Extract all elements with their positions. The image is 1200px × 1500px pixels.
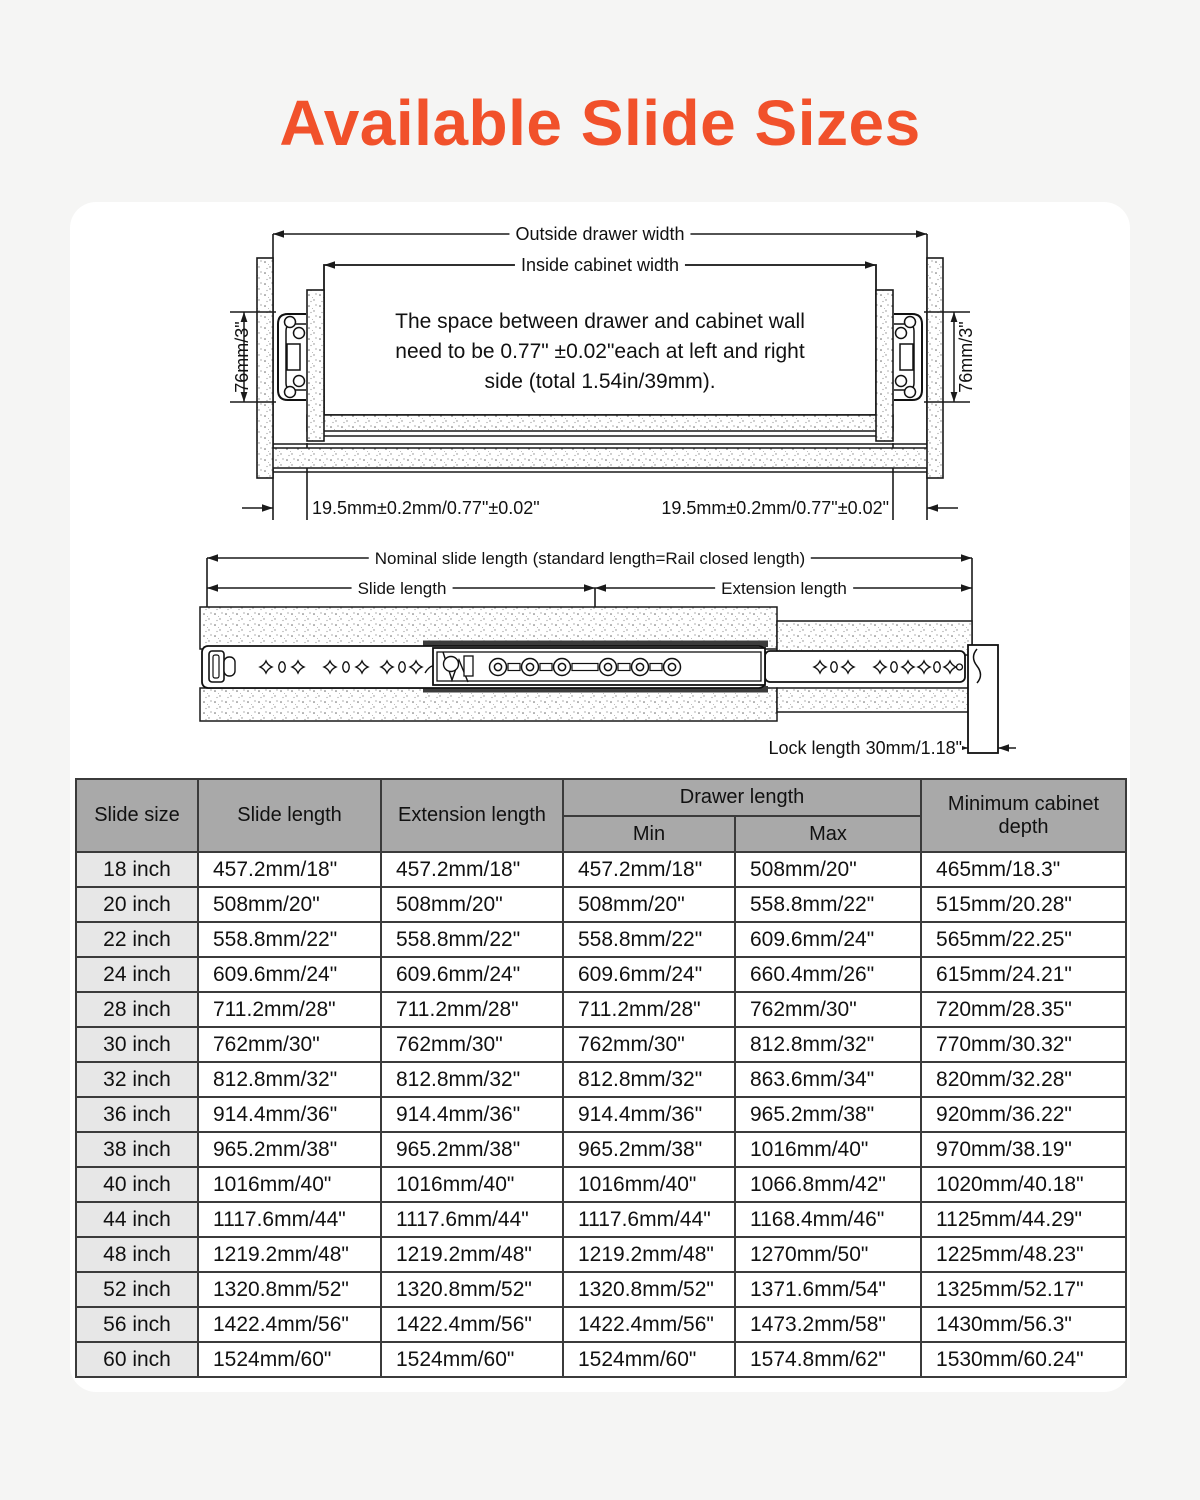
drawer-board-top bbox=[777, 621, 972, 655]
table-row bbox=[76, 1097, 1126, 1132]
side-gap-dimension-right bbox=[927, 504, 958, 512]
table-cell: 965.2mm/38" bbox=[381, 1132, 563, 1167]
table-cell: 609.6mm/24" bbox=[735, 922, 921, 957]
table-cell: 711.2mm/28" bbox=[198, 992, 381, 1027]
table-cell: 457.2mm/18" bbox=[563, 852, 735, 887]
nominal-length-label: Nominal slide length (standard length=Rail closed length) bbox=[369, 549, 811, 569]
table-cell: 1219.2mm/48" bbox=[563, 1237, 735, 1272]
drawer-board-bottom bbox=[777, 688, 972, 712]
table-row bbox=[76, 1202, 1126, 1237]
spacing-note: The space between drawer and cabinet wall need to be 0.77" ±0.02"each at left and right side (total 1.54in/39mm). bbox=[395, 310, 805, 393]
table-row bbox=[76, 1132, 1126, 1167]
table-cell: 970mm/38.19" bbox=[921, 1132, 1126, 1167]
table-cell: 457.2mm/18" bbox=[381, 852, 563, 887]
table-row bbox=[76, 887, 1126, 922]
table-cell: 1524mm/60" bbox=[198, 1342, 381, 1377]
table-header bbox=[76, 779, 1126, 852]
table-cell: 762mm/30" bbox=[198, 1027, 381, 1062]
row-label: 24 inch bbox=[76, 957, 198, 992]
table-cell: 1530mm/60.24" bbox=[921, 1342, 1126, 1377]
table-cell: 1219.2mm/48" bbox=[381, 1237, 563, 1272]
row-label: 44 inch bbox=[76, 1202, 198, 1237]
outside-drawer-width-label: Outside drawer width bbox=[509, 224, 690, 244]
table-cell: 920mm/36.22" bbox=[921, 1097, 1126, 1132]
table-cell: 1524mm/60" bbox=[381, 1342, 563, 1377]
table-cell: 863.6mm/34" bbox=[735, 1062, 921, 1097]
table-cell: 762mm/30" bbox=[735, 992, 921, 1027]
table-cell: 1320.8mm/52" bbox=[198, 1272, 381, 1307]
lock-length-label: Lock length 30mm/1.18" bbox=[765, 738, 963, 758]
side-gap-label-left: 19.5mm±0.2mm/0.77"±0.02" bbox=[312, 498, 540, 518]
table-cell: 457.2mm/18" bbox=[198, 852, 381, 887]
table-cell: 1320.8mm/52" bbox=[563, 1272, 735, 1307]
cabinet-wall-left bbox=[257, 258, 273, 478]
table-cell: 914.4mm/36" bbox=[563, 1097, 735, 1132]
row-label: 18 inch bbox=[76, 852, 198, 887]
table-cell: 609.6mm/24" bbox=[198, 957, 381, 992]
row-label: 22 inch bbox=[76, 922, 198, 957]
slide-height-label-left: 76mm/3" bbox=[232, 321, 252, 393]
table-cell: 1422.4mm/56" bbox=[563, 1307, 735, 1342]
col-header-drawer-length: Drawer length bbox=[563, 779, 921, 816]
table-cell: 508mm/20" bbox=[735, 852, 921, 887]
col-header-extension-length: Extension length bbox=[381, 779, 563, 852]
table-cell: 1016mm/40" bbox=[381, 1167, 563, 1202]
table-row bbox=[76, 1167, 1126, 1202]
table-cell: 1066.8mm/42" bbox=[735, 1167, 921, 1202]
row-label: 30 inch bbox=[76, 1027, 198, 1062]
table-cell: 1168.4mm/46" bbox=[735, 1202, 921, 1237]
table-body bbox=[76, 852, 1126, 1377]
table-cell: 812.8mm/32" bbox=[735, 1027, 921, 1062]
drawer-front bbox=[968, 645, 998, 753]
table-cell: 1016mm/40" bbox=[735, 1132, 921, 1167]
table-row bbox=[76, 1342, 1126, 1377]
col-header-min: Min bbox=[563, 816, 735, 852]
slide-length-label: Slide length bbox=[352, 579, 453, 599]
inside-cabinet-width-label: Inside cabinet width bbox=[515, 255, 685, 275]
side-gap-dimension-left bbox=[242, 504, 273, 512]
table-cell: 1422.4mm/56" bbox=[381, 1307, 563, 1342]
table-cell: 1117.6mm/44" bbox=[381, 1202, 563, 1237]
table-cell: 609.6mm/24" bbox=[381, 957, 563, 992]
table-cell: 711.2mm/28" bbox=[563, 992, 735, 1027]
table-cell: 1117.6mm/44" bbox=[198, 1202, 381, 1237]
table-cell: 762mm/30" bbox=[381, 1027, 563, 1062]
table-cell: 820mm/32.28" bbox=[921, 1062, 1126, 1097]
table-row bbox=[76, 1237, 1126, 1272]
table-cell: 1422.4mm/56" bbox=[198, 1307, 381, 1342]
drawer-wall-left bbox=[307, 290, 324, 441]
table-cell: 508mm/20" bbox=[198, 887, 381, 922]
row-label: 56 inch bbox=[76, 1307, 198, 1342]
table-cell: 1325mm/52.17" bbox=[921, 1272, 1126, 1307]
cabinet-bottom-panel bbox=[257, 444, 943, 472]
table-cell: 711.2mm/28" bbox=[381, 992, 563, 1027]
table-cell: 508mm/20" bbox=[563, 887, 735, 922]
table-cell: 1320.8mm/52" bbox=[381, 1272, 563, 1307]
table-cell: 1225mm/48.23" bbox=[921, 1237, 1126, 1272]
table-cell: 1574.8mm/62" bbox=[735, 1342, 921, 1377]
table-cell: 465mm/18.3" bbox=[921, 852, 1126, 887]
table-row bbox=[76, 1307, 1126, 1342]
table-cell: 1524mm/60" bbox=[563, 1342, 735, 1377]
table-row bbox=[76, 922, 1126, 957]
row-label: 48 inch bbox=[76, 1237, 198, 1272]
table-cell: 508mm/20" bbox=[381, 887, 563, 922]
table-cell: 812.8mm/32" bbox=[563, 1062, 735, 1097]
table-cell: 965.2mm/38" bbox=[563, 1132, 735, 1167]
row-label: 28 inch bbox=[76, 992, 198, 1027]
table-cell: 1473.2mm/58" bbox=[735, 1307, 921, 1342]
row-label: 38 inch bbox=[76, 1132, 198, 1167]
drawer-bottom-panel bbox=[307, 415, 893, 436]
table-cell: 1219.2mm/48" bbox=[198, 1237, 381, 1272]
table-cell: 558.8mm/22" bbox=[563, 922, 735, 957]
table-row bbox=[76, 852, 1126, 887]
table-row bbox=[76, 992, 1126, 1027]
inner-rail bbox=[765, 651, 965, 682]
table-row bbox=[76, 1027, 1126, 1062]
extension-length-label: Extension length bbox=[715, 579, 853, 599]
table-row bbox=[76, 957, 1126, 992]
table-cell: 914.4mm/36" bbox=[381, 1097, 563, 1132]
slide-length-drawing bbox=[180, 545, 1025, 763]
cabinet-wall-right bbox=[927, 258, 943, 478]
table-row bbox=[76, 1062, 1126, 1097]
table-cell: 660.4mm/26" bbox=[735, 957, 921, 992]
col-header-cabinet-depth: Minimum cabinet depth bbox=[921, 779, 1126, 852]
col-header-slide-size: Slide size bbox=[76, 779, 198, 852]
slide-height-label-right: 76mm/3" bbox=[956, 321, 976, 393]
row-label: 60 inch bbox=[76, 1342, 198, 1377]
row-label: 36 inch bbox=[76, 1097, 198, 1132]
table-cell: 914.4mm/36" bbox=[198, 1097, 381, 1132]
table-cell: 1430mm/56.3" bbox=[921, 1307, 1126, 1342]
table-cell: 1125mm/44.29" bbox=[921, 1202, 1126, 1237]
col-header-slide-length: Slide length bbox=[198, 779, 381, 852]
table-cell: 558.8mm/22" bbox=[381, 922, 563, 957]
col-header-max: Max bbox=[735, 816, 921, 852]
cross-section-diagram bbox=[230, 215, 976, 527]
table-cell: 1270mm/50" bbox=[735, 1237, 921, 1272]
table-cell: 558.8mm/22" bbox=[198, 922, 381, 957]
table-cell: 565mm/22.25" bbox=[921, 922, 1126, 957]
table-cell: 770mm/30.32" bbox=[921, 1027, 1126, 1062]
table-cell: 515mm/20.28" bbox=[921, 887, 1126, 922]
page-title: Available Slide Sizes bbox=[279, 87, 921, 159]
table-cell: 609.6mm/24" bbox=[563, 957, 735, 992]
cabinet-board-bottom bbox=[200, 688, 777, 721]
table-cell: 720mm/28.35" bbox=[921, 992, 1126, 1027]
ball-carriage bbox=[433, 648, 765, 685]
table-cell: 615mm/24.21" bbox=[921, 957, 1126, 992]
slide-profile-left bbox=[278, 314, 306, 400]
table-cell: 1117.6mm/44" bbox=[563, 1202, 735, 1237]
row-label: 20 inch bbox=[76, 887, 198, 922]
table-cell: 558.8mm/22" bbox=[735, 887, 921, 922]
table-cell: 812.8mm/32" bbox=[198, 1062, 381, 1097]
row-label: 32 inch bbox=[76, 1062, 198, 1097]
table-cell: 812.8mm/32" bbox=[381, 1062, 563, 1097]
side-gap-label-right: 19.5mm±0.2mm/0.77"±0.02" bbox=[661, 498, 889, 518]
table-cell: 1020mm/40.18" bbox=[921, 1167, 1126, 1202]
table-cell: 1371.6mm/54" bbox=[735, 1272, 921, 1307]
table-cell: 965.2mm/38" bbox=[198, 1132, 381, 1167]
table-cell: 965.2mm/38" bbox=[735, 1097, 921, 1132]
table-row bbox=[76, 1272, 1126, 1307]
slide-profile-right bbox=[894, 314, 922, 400]
row-label: 40 inch bbox=[76, 1167, 198, 1202]
drawer-wall-right bbox=[876, 290, 893, 441]
table-cell: 762mm/30" bbox=[563, 1027, 735, 1062]
table-cell: 1016mm/40" bbox=[563, 1167, 735, 1202]
slide-size-table bbox=[75, 778, 1127, 1378]
row-label: 52 inch bbox=[76, 1272, 198, 1307]
slide-length-diagram bbox=[180, 545, 1025, 763]
table-cell: 1016mm/40" bbox=[198, 1167, 381, 1202]
